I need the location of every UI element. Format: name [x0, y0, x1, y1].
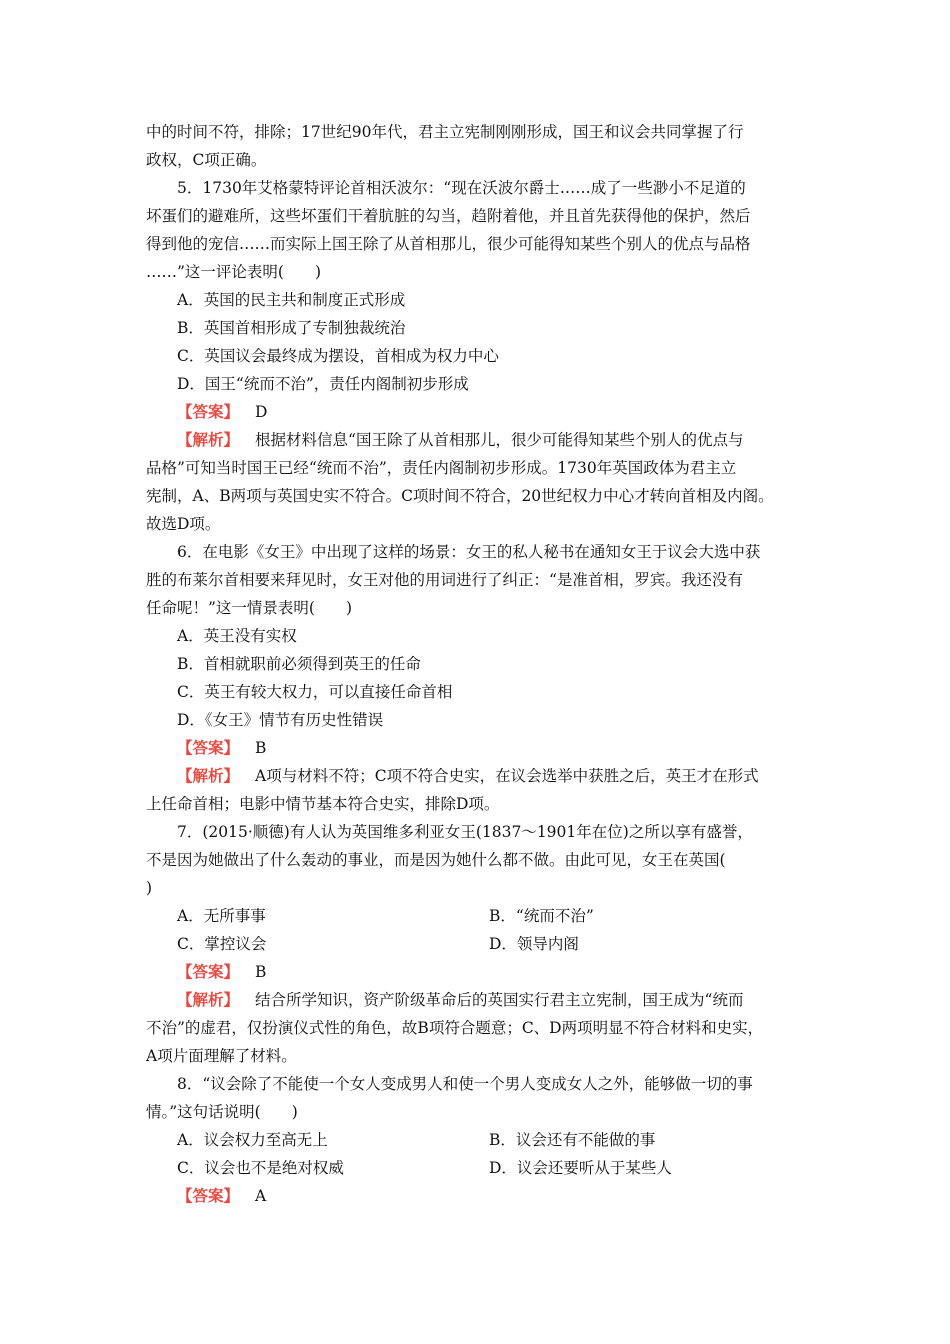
text-line: 政权，C项正确。: [146, 151, 267, 169]
text-line: 坏蛋们的避难所，这些坏蛋们干着肮脏的勾当，趋附着他，并且首先获得他的保护，然后: [146, 207, 751, 225]
text-line: A项片面理解了材料。: [146, 1047, 297, 1065]
answer-line: [146, 958, 811, 986]
option-a: A．议会权力至高无上: [177, 1131, 328, 1149]
option-d: D．领导内阁: [489, 935, 579, 953]
text-line: 情。”这句话说明( ): [146, 1103, 298, 1121]
text-line: 胜的布莱尔首相要来拜见时，女王对他的用词进行了纠正：“是准首相，罗宾。我还没有: [146, 571, 743, 589]
option-c: C．掌控议会: [177, 935, 267, 953]
answer-line: [146, 734, 811, 762]
text-line: ……”这一评论表明( ): [146, 263, 322, 281]
answer-value: B: [255, 739, 267, 757]
analysis-line: [146, 762, 811, 790]
answer-tag: 【答案】: [177, 1186, 240, 1205]
text-line: 任命呢！”这一情景表明( ): [146, 599, 353, 617]
option-c: C．议会也不是绝对权威: [177, 1159, 344, 1177]
question-8-stem: 8．“议会除了不能使一个女人变成男人和使一个男人变成女人之外，能够做一切的事: [177, 1075, 753, 1093]
analysis-tag: 【解析】: [177, 766, 240, 785]
analysis-text: 结合所学知识，资产阶级革命后的英国实行君主立宪制，国王成为“统而: [255, 991, 744, 1009]
option-row: [146, 902, 811, 930]
answer-line: [146, 398, 811, 426]
text-line: 宪制，A、B两项与英国史实不符合。C项时间不符合，20世纪权力中心才转向首相及内阁。: [146, 487, 774, 505]
option-row: [146, 1154, 811, 1182]
option-d: D．议会还要听从于某些人: [489, 1159, 672, 1177]
answer-line: [146, 1182, 811, 1210]
text-line: 不治”的虚君，仅扮演仪式性的角色，故B项符合题意；C、D两项明显不符合材料和史实，: [146, 1019, 764, 1037]
analysis-text: A项与材料不符；C项不符合史实，在议会选举中获胜之后，英王才在形式: [255, 767, 759, 785]
option-row: [146, 930, 811, 958]
document-body: [146, 118, 811, 1210]
question-7-stem: 7．(2015·顺德)有人认为英国维多利亚女王(1837～1901年在位)之所以享有盛誉，: [177, 823, 753, 841]
answer-tag: 【答案】: [177, 738, 240, 757]
text-line: 得到他的宠信……而实际上国王除了从首相那儿，很少可能得知某些个别人的优点与品格: [146, 235, 751, 253]
option-b: B．“统而不治”: [489, 907, 594, 925]
text-line: ): [146, 879, 153, 897]
text-line: 上任命首相；电影中情节基本符合史实，排除D项。: [146, 795, 500, 813]
option-c: C．英王有较大权力，可以直接任命首相: [177, 683, 453, 701]
option-row: [146, 1126, 811, 1154]
analysis-tag: 【解析】: [177, 990, 240, 1009]
option-a: A．无所事事: [177, 907, 266, 925]
text-line: 品格”可知当时国王已经“统而不治”，责任内阁制初步形成。1730年英国政体为君主立: [146, 459, 737, 477]
option-d: D．国王“统而不治”，责任内阁制初步形成: [177, 375, 469, 393]
option-b: B．首相就职前必须得到英王的任命: [177, 655, 421, 673]
option-c: C．英国议会最终成为摆设，首相成为权力中心: [177, 347, 499, 365]
analysis-line: [146, 426, 811, 454]
answer-tag: 【答案】: [177, 402, 240, 421]
option-a: A．英王没有实权: [177, 627, 297, 645]
analysis-line: [146, 986, 811, 1014]
option-b: B．英国首相形成了专制独裁统治: [177, 319, 406, 337]
text-line: 中的时间不符，排除；17世纪90年代，君主立宪制刚刚形成，国王和议会共同掌握了行: [146, 123, 744, 141]
answer-tag: 【答案】: [177, 962, 240, 981]
analysis-text: 根据材料信息“国王除了从首相那儿，很少可能得知某些个别人的优点与: [255, 431, 744, 449]
answer-value: B: [255, 963, 267, 981]
option-a: A．英国的民主共和制度正式形成: [177, 291, 406, 309]
text-line: 故选D项。: [146, 515, 221, 533]
question-5-stem: 5．1730年艾格蒙特评论首相沃波尔：“现在沃波尔爵士……成了一些渺小不足道的: [177, 179, 746, 197]
text-line: 不是因为她做出了什么轰动的事业，而是因为她什么都不做。由此可见，女王在英国(: [146, 851, 726, 869]
analysis-tag: 【解析】: [177, 430, 240, 449]
question-6-stem: 6．在电影《女王》中出现了这样的场景：女王的私人秘书在通知女王于议会大选中获: [177, 543, 761, 561]
option-b: B．议会还有不能做的事: [489, 1131, 656, 1149]
option-d: D．《女王》情节有历史性错误: [177, 711, 384, 729]
answer-value: D: [255, 403, 268, 421]
answer-value: A: [255, 1187, 267, 1205]
